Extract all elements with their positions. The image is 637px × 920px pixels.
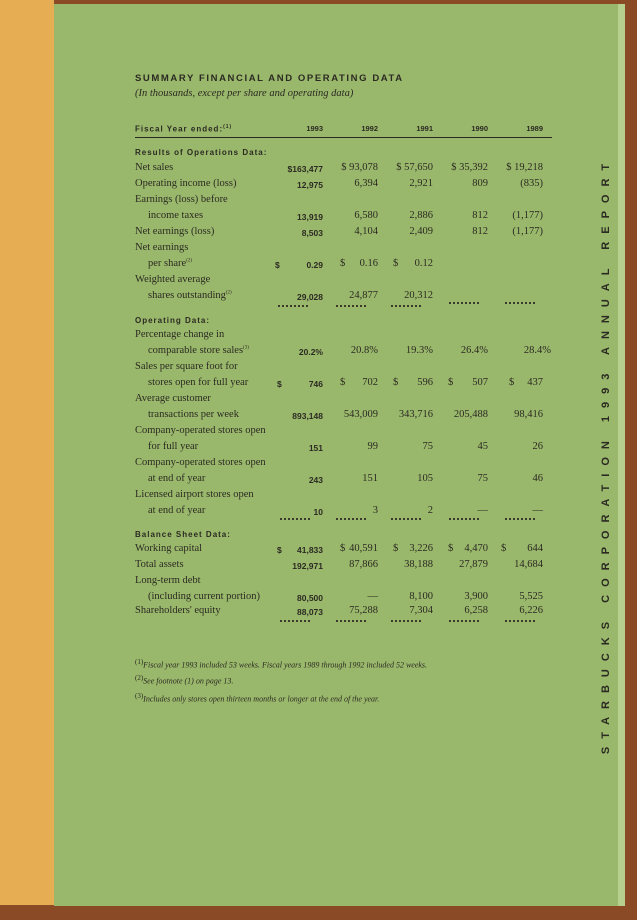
- cell-1992: 0.16: [359, 258, 378, 269]
- header-label-text: Fiscal Year ended:: [135, 124, 224, 134]
- cell-1992: $ 93,078: [341, 162, 378, 173]
- cell-1992: 24,877: [349, 290, 378, 301]
- table-row: [135, 345, 552, 360]
- table-row: [135, 473, 552, 488]
- cell-1990: 26.4%: [460, 345, 488, 356]
- cell-1990: 3,900: [464, 591, 488, 602]
- row-label: stores open for full year: [148, 377, 249, 388]
- row-label: Working capital: [135, 543, 203, 554]
- table-row: [135, 393, 552, 408]
- row-label: Shareholders' equity: [135, 605, 221, 616]
- table-row: [135, 409, 552, 424]
- table-row: [135, 457, 552, 472]
- currency-symbol: $: [393, 543, 399, 554]
- row-label: income taxes: [148, 210, 204, 221]
- currency-symbol: $: [448, 377, 454, 388]
- table-row: [135, 575, 552, 590]
- cell-1993: 10: [313, 507, 323, 517]
- cell-1991: 105: [417, 473, 433, 484]
- row-label: at end of year: [148, 473, 206, 484]
- table-row: [135, 441, 552, 456]
- row-label: at end of year: [148, 505, 206, 516]
- cell-1992: 702: [362, 377, 378, 388]
- table-row: [135, 591, 552, 606]
- cell-1991: 7,304: [409, 605, 433, 616]
- table-row: [135, 290, 552, 305]
- table-row: [135, 329, 552, 344]
- year-1990: 1990: [471, 124, 488, 133]
- cell-1993: 746: [308, 379, 323, 389]
- row-label: Weighted average: [135, 274, 211, 285]
- table-row: [135, 489, 552, 504]
- cell-1990: 507: [472, 377, 488, 388]
- row-label-text: shares outstanding: [148, 290, 226, 301]
- row-label: Average customer: [135, 393, 211, 404]
- section-heading: [135, 146, 552, 161]
- table-row: [135, 242, 552, 257]
- row-label: Net earnings (loss): [135, 226, 215, 237]
- row-label: Earnings (loss) before: [135, 194, 228, 205]
- cell-1989: 46: [532, 473, 543, 484]
- row-label: Operating income (loss): [135, 178, 237, 189]
- cell-1993: 243: [308, 475, 323, 485]
- cell-1992: 40,591: [349, 543, 378, 554]
- cell-1989: 437: [527, 377, 543, 388]
- cell-1991: 0.12: [414, 258, 433, 269]
- cell-1990: 809: [472, 178, 488, 189]
- cell-1991: 38,188: [404, 559, 433, 570]
- footnote-text: Fiscal year 1993 included 53 weeks. Fiscal years 1989 through 1992 included 52 weeks.: [143, 660, 428, 670]
- row-label: for full year: [148, 441, 199, 452]
- cell-1992: 20.8%: [350, 345, 378, 356]
- row-label: Company-operated stores open: [135, 457, 266, 468]
- footnote-number: (2): [135, 674, 144, 682]
- dotted-rule: [280, 518, 310, 520]
- row-label: Percentage change in: [135, 329, 225, 340]
- cell-1993: 13,919: [297, 212, 323, 222]
- table-row: [135, 425, 552, 440]
- table-row: [135, 258, 552, 273]
- table-header: [135, 122, 552, 137]
- cell-1990: 27,879: [459, 559, 488, 570]
- cell-1993: 20.2%: [298, 347, 323, 357]
- cell-1993: $163,477: [287, 164, 323, 174]
- currency-symbol: $: [393, 377, 399, 388]
- cell-1990: $ 35,392: [451, 162, 488, 173]
- currency-symbol: $: [340, 543, 346, 554]
- table-row: [135, 377, 552, 392]
- section-heading: [135, 528, 552, 543]
- row-note: (2): [225, 290, 232, 296]
- operating-heading: Operating Data:: [135, 316, 211, 325]
- row-label: [148, 290, 232, 301]
- row-label: Company-operated stores open: [135, 425, 266, 436]
- row-label: Long-term debt: [135, 575, 201, 586]
- cell-1989: 5,525: [519, 591, 543, 602]
- cell-1993: 80,500: [297, 593, 323, 603]
- dotted-rule: [391, 620, 421, 622]
- table-row: [135, 194, 552, 209]
- dotted-rule: [505, 518, 535, 520]
- row-note: (3): [243, 345, 249, 351]
- dotted-rule: [449, 620, 479, 622]
- cell-1990: —: [477, 505, 488, 516]
- row-label: (including current portion): [148, 591, 260, 602]
- row-label-text: comparable store sales: [148, 345, 244, 356]
- cell-1992: 75,288: [349, 605, 378, 616]
- cell-1990: 205,488: [453, 409, 488, 420]
- dotted-rule: [336, 620, 366, 622]
- table-row: [135, 543, 552, 558]
- cell-1991: 19.3%: [405, 345, 433, 356]
- year-1989: 1989: [526, 124, 543, 133]
- cell-1989: (1,177): [512, 226, 543, 237]
- dotted-rule: [278, 305, 308, 307]
- cell-1991: 343,716: [398, 409, 433, 420]
- footnote-2: [135, 674, 233, 686]
- cell-1989: (1,177): [512, 210, 543, 221]
- cell-1992: 543,009: [343, 409, 378, 420]
- row-label: [148, 345, 249, 356]
- page-subtitle: (In thousands, except per share and operating data): [135, 88, 354, 99]
- cell-1989: 14,684: [514, 559, 543, 570]
- footnote-number: (3): [135, 692, 144, 700]
- header-rule: [135, 137, 552, 138]
- currency-symbol: $: [509, 377, 515, 388]
- cell-1993: 893,148: [292, 411, 323, 421]
- year-1992: 1992: [361, 124, 378, 133]
- cell-1990: 812: [472, 226, 488, 237]
- dotted-rule: [449, 518, 479, 520]
- row-label: Net sales: [135, 162, 174, 173]
- currency-symbol: $: [277, 545, 282, 555]
- cell-1991: 3,226: [409, 543, 433, 554]
- cell-1989: —: [532, 505, 543, 516]
- cell-1993: 151: [308, 443, 323, 453]
- table-row: [135, 605, 552, 620]
- header-label: [135, 124, 232, 134]
- footnote-text: See footnote (1) on page 13.: [143, 676, 234, 686]
- cell-1993: 88,073: [297, 607, 323, 617]
- footnote-text: Includes only stores open thirteen months or longer at the end of the year.: [143, 694, 380, 704]
- cell-1991: 20,312: [404, 290, 433, 301]
- cell-1989: 28.4%: [523, 345, 551, 356]
- cell-1990: 75: [477, 473, 488, 484]
- cell-1992: —: [367, 591, 378, 602]
- cell-1993: 192,971: [292, 561, 323, 571]
- cell-1990: 6,258: [464, 605, 488, 616]
- cell-1991: 75: [422, 441, 433, 452]
- cell-1990: 4,470: [464, 543, 488, 554]
- header-note: (1): [223, 124, 233, 130]
- cell-1992: 6,580: [354, 210, 378, 221]
- currency-symbol: $: [275, 260, 280, 270]
- side-banner: [588, 30, 624, 880]
- row-label: Licensed airport stores open: [135, 489, 254, 500]
- table-row: [135, 210, 552, 225]
- cell-1989: $ 19,218: [506, 162, 543, 173]
- cell-1989: (835): [520, 178, 543, 189]
- cell-1991: 596: [417, 377, 433, 388]
- cell-1990: 45: [477, 441, 488, 452]
- cell-1991: 8,100: [409, 591, 433, 602]
- year-1991: 1991: [416, 124, 433, 133]
- table-row: [135, 162, 552, 177]
- row-label: Net earnings: [135, 242, 189, 253]
- section-heading: [135, 314, 552, 329]
- row-label-text: per share: [148, 258, 187, 269]
- currency-symbol: $: [393, 258, 399, 269]
- cell-1993: 8,503: [301, 228, 323, 238]
- year-1993: 1993: [306, 124, 323, 133]
- balance-heading: Balance Sheet Data:: [135, 530, 231, 539]
- cell-1992: 99: [367, 441, 378, 452]
- currency-symbol: $: [340, 258, 346, 269]
- dotted-rule: [449, 302, 479, 304]
- cell-1989: 644: [527, 543, 543, 554]
- footnote-1: [135, 658, 427, 670]
- dotted-rule: [280, 620, 310, 622]
- footnote-3: [135, 692, 379, 704]
- row-note: (2): [186, 258, 193, 264]
- dotted-rule: [505, 620, 535, 622]
- cell-1993: 41,833: [297, 545, 323, 555]
- cell-1991: $ 57,650: [396, 162, 433, 173]
- dotted-rule: [505, 302, 535, 304]
- cell-1992: 87,866: [349, 559, 378, 570]
- cell-1989: 98,416: [514, 409, 543, 420]
- dotted-rule: [391, 305, 421, 307]
- row-label: [148, 258, 192, 269]
- table-row: [135, 178, 552, 193]
- cell-1993: 0.29: [306, 260, 323, 270]
- cell-1993: 12,975: [297, 180, 323, 190]
- row-label: transactions per week: [148, 409, 239, 420]
- page-title: SUMMARY FINANCIAL AND OPERATING DATA: [135, 73, 404, 84]
- table-row: [135, 274, 552, 289]
- currency-symbol: $: [340, 377, 346, 388]
- results-heading: Results of Operations Data:: [135, 148, 268, 157]
- cell-1991: 2,921: [409, 178, 433, 189]
- currency-symbol: $: [448, 543, 454, 554]
- dotted-rule: [391, 518, 421, 520]
- dotted-rule: [336, 518, 366, 520]
- table-row: [135, 559, 552, 574]
- cell-1991: 2: [427, 505, 433, 516]
- cell-1989: 6,226: [519, 605, 543, 616]
- cell-1991: 2,886: [409, 210, 433, 221]
- cell-1992: 151: [362, 473, 378, 484]
- dotted-rule: [336, 305, 366, 307]
- cell-1992: 6,394: [354, 178, 378, 189]
- table-row: [135, 226, 552, 241]
- footnote-number: (1): [135, 658, 144, 666]
- row-label: Total assets: [135, 559, 184, 570]
- table-row: [135, 361, 552, 376]
- cell-1989: 26: [532, 441, 543, 452]
- left-page-edge: [0, 0, 54, 905]
- cell-1992: 4,104: [354, 226, 378, 237]
- row-label: Sales per square foot for: [135, 361, 238, 372]
- cell-1993: 29,028: [297, 292, 323, 302]
- side-banner-text: STARBUCKS CORPORATION 1993 ANNUAL REPORT: [600, 155, 612, 755]
- currency-symbol: $: [277, 379, 282, 389]
- cell-1990: 812: [472, 210, 488, 221]
- currency-symbol: $: [501, 543, 507, 554]
- cell-1991: 2,409: [409, 226, 433, 237]
- cell-1992: 3: [372, 505, 378, 516]
